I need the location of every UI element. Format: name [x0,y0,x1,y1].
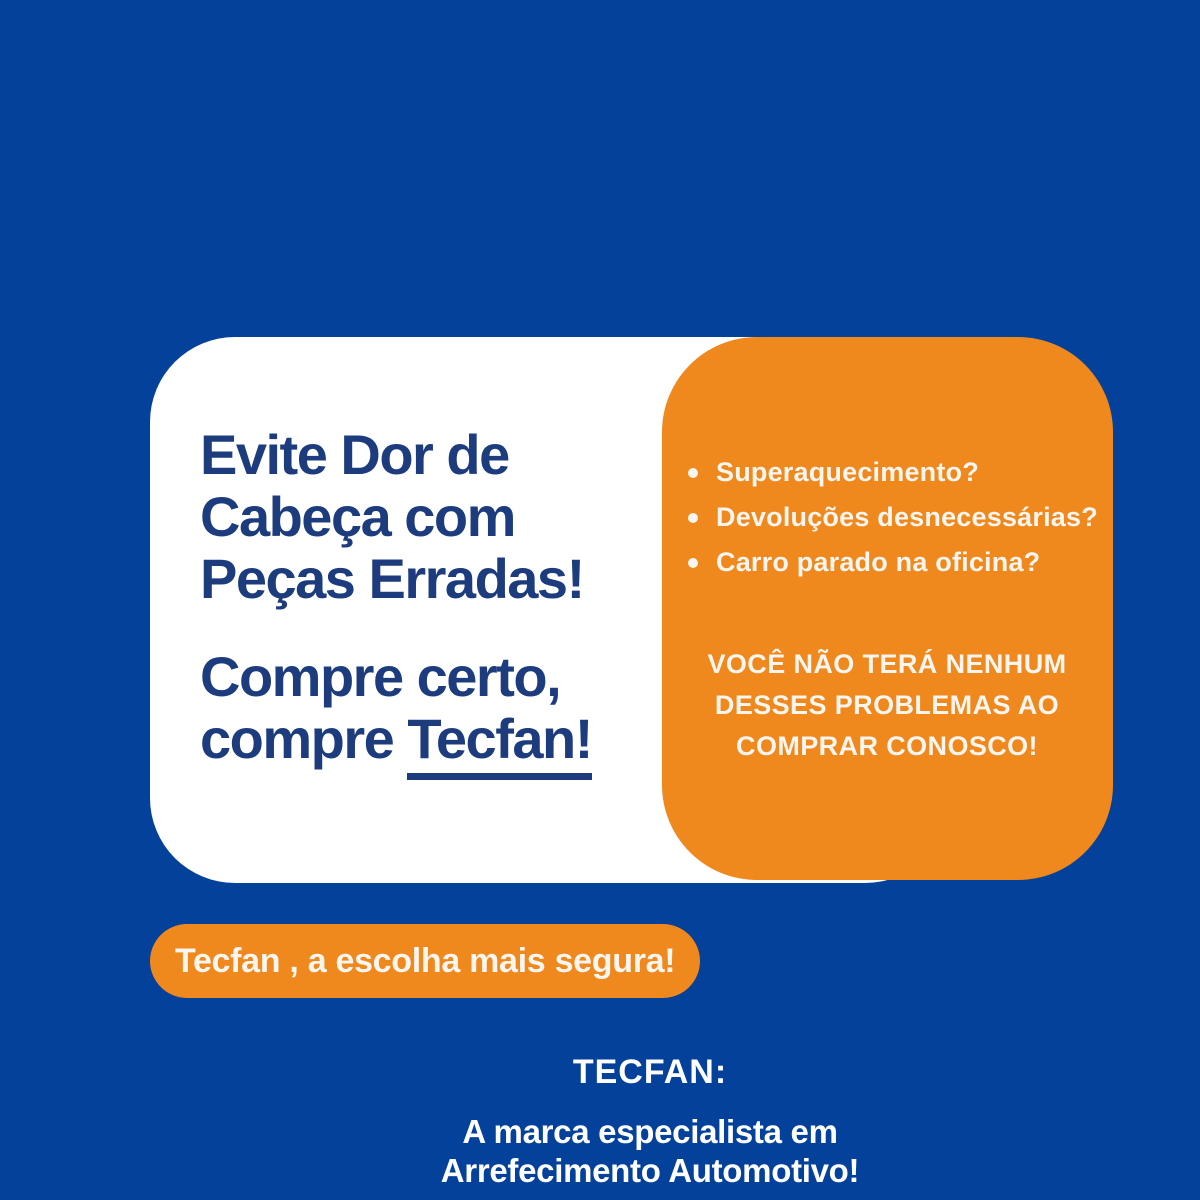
headline-text [200,424,584,610]
problems-panel [662,337,1113,880]
bullet-icon [688,513,698,523]
footer [100,1053,1200,1190]
message-line-2: DESSES PROBLEMAS AO [714,690,1060,720]
bullet-icon [688,468,698,478]
problem-label: Devoluções desnecessárias? [716,502,1098,532]
headline-line-1: Evite Dor de [200,423,509,486]
cta-line-2 [200,708,592,780]
headline-line-3: Peças Erradas! [200,547,584,610]
reassurance-message [666,644,1108,767]
cta-prefix: compre [200,707,408,770]
list-item [688,495,1098,540]
list-item [688,540,1098,585]
list-item [688,450,1098,495]
footer-slogan-line-1: A marca especialista em [462,1113,838,1150]
tagline-badge [150,924,700,998]
footer-slogan-line-2: Arrefecimento Automotivo! [440,1152,860,1189]
tagline-text: Tecfan , a escolha mais segura! [175,941,676,980]
problem-label: Superaquecimento? [716,457,979,487]
bullet-icon [688,558,698,568]
message-line-3: COMPRAR CONOSCO! [736,731,1038,761]
footer-slogan [100,1112,1200,1190]
headline-line-2: Cabeça com [200,485,515,548]
problems-list [688,450,1098,585]
cta-text [200,646,592,780]
message-line-1: VOCÊ NÃO TERÁ NENHUM [707,649,1067,679]
footer-brand: TECFAN: [572,1053,728,1091]
cta-line-1: Compre certo, [200,645,561,708]
problem-label: Carro parado na oficina? [716,547,1041,577]
brand-underlined: Tecfan! [407,708,592,780]
